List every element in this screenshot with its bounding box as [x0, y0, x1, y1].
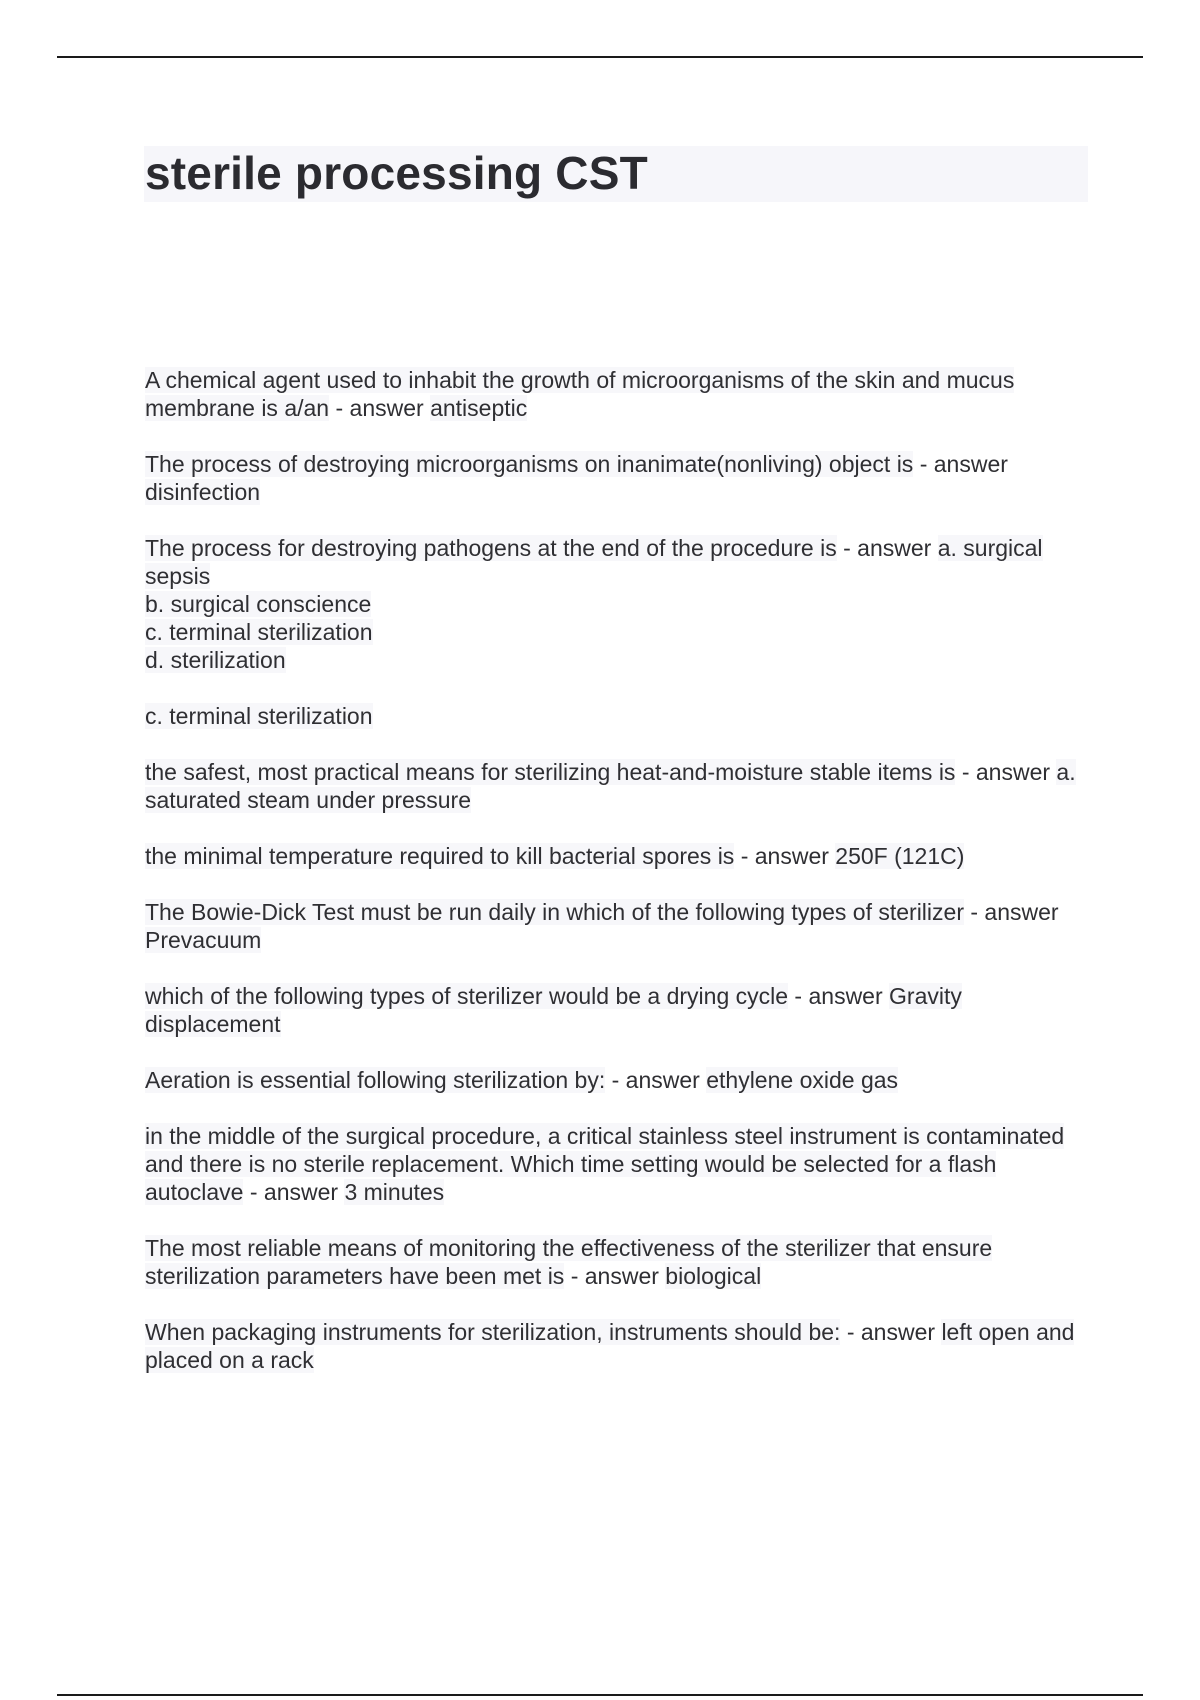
- qa-item: [145, 1066, 1085, 1094]
- question-text: the safest, most practical means for sterilizing heat-and-moisture stable items is: [145, 759, 956, 785]
- answer-separator: - answer: [243, 1179, 339, 1205]
- answer-text: disinfection: [145, 479, 261, 505]
- qa-item: [145, 1122, 1085, 1206]
- answer-text: 3 minutes: [344, 1179, 445, 1205]
- question-text: A chemical agent used to inhabit the growth of microorganisms of the skin and mucus membrane is a/an: [145, 367, 1015, 421]
- qa-item: [145, 758, 1085, 814]
- question-text: The Bowie-Dick Test must be run daily in which of the following types of sterilizer: [145, 899, 964, 925]
- answer-text: Prevacuum: [145, 927, 262, 953]
- answer-separator: - answer: [955, 759, 1051, 785]
- question-text: The most reliable means of monitoring the effectiveness of the sterilizer that ensure sterilization parameters have been met is: [145, 1235, 993, 1289]
- answer-separator: - answer: [329, 395, 424, 421]
- bottom-rule: [57, 1694, 1143, 1696]
- answer-text: a. saturated steam under pressure: [145, 759, 1076, 813]
- answer-text: ethylene oxide gas: [706, 1067, 899, 1093]
- answer-separator: - answer: [840, 1319, 936, 1345]
- answer-separator: - answer: [564, 1263, 659, 1289]
- answer-text: left open and placed on a rack: [145, 1319, 1075, 1373]
- question-text: When packaging instruments for sterilization, instruments should be:: [145, 1319, 841, 1345]
- qa-item: [145, 1234, 1085, 1290]
- question-text: in the middle of the surgical procedure, a critical stainless steel instrument is contaminated and there is no sterile replacement. Which time setting would be selected for a flash autoclave: [145, 1123, 1065, 1205]
- answer-separator: - answer: [836, 535, 932, 561]
- answer-text: biological: [665, 1263, 762, 1289]
- question-text: The process for destroying pathogens at the end of the procedure is: [145, 535, 837, 561]
- answer-text: 250F (121C): [835, 843, 965, 869]
- answer-separator: - answer: [734, 843, 829, 869]
- answer-separator: - answer: [788, 983, 883, 1009]
- question-text: the minimal temperature required to kill bacterial spores is: [145, 843, 735, 869]
- qa-item: [145, 534, 1085, 730]
- question-text: The process of destroying microorganisms on inanimate(nonliving) object is: [145, 451, 914, 477]
- answer-text: a. surgical sepsis b. surgical conscience c. terminal sterilization d. sterilization c. terminal sterilization: [145, 535, 1043, 729]
- qa-item: [145, 1318, 1085, 1374]
- question-text: which of the following types of sterilizer would be a drying cycle: [145, 983, 789, 1009]
- answer-separator: - answer: [913, 451, 1008, 477]
- answer-text: antiseptic: [430, 395, 528, 421]
- answer-separator: - answer: [605, 1067, 700, 1093]
- qa-item: [145, 898, 1085, 954]
- qa-item: [145, 842, 1085, 870]
- qa-item: [145, 450, 1085, 506]
- answer-text: Gravity displacement: [145, 983, 962, 1037]
- qa-item: [145, 982, 1085, 1038]
- qa-item: [145, 366, 1085, 422]
- question-text: Aeration is essential following sterilization by:: [145, 1067, 606, 1093]
- answer-separator: - answer: [963, 899, 1059, 925]
- top-rule: [57, 56, 1143, 58]
- qa-list: [145, 366, 1085, 1402]
- page-title: sterile processing CST: [145, 147, 648, 199]
